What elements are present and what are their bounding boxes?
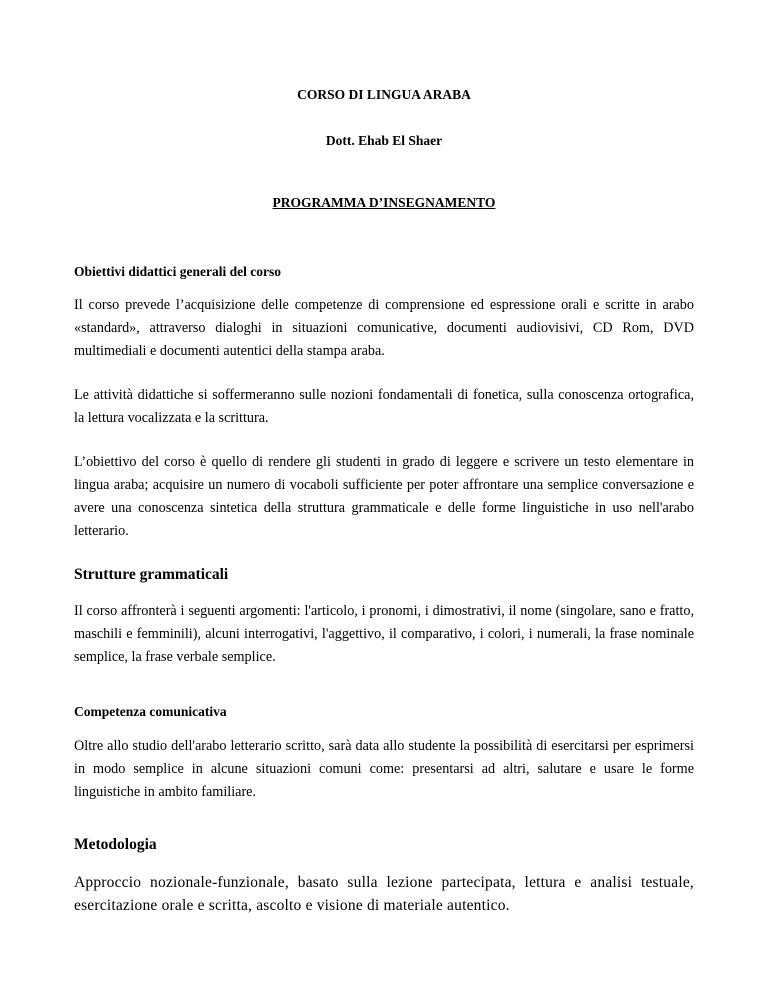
program-heading: PROGRAMMA D’INSEGNAMENTO xyxy=(272,195,496,210)
paragraph-obiettivi-1: Il corso prevede l’acquisizione delle competenze di comprensione ed espressione orali e scritte in arabo «standard», attraverso dialoghi in situazioni comunicative, documenti audiovisivi, CD Rom, DVD multimediali e documenti autentici della stampa araba. xyxy=(74,297,694,359)
paragraph-metodologia: Approccio nozionale-funzionale, basato sulla lezione partecipata, lettura e analisi testuale, esercitazione orale e scritta, ascolto e visione di materiale autentico. xyxy=(74,874,694,914)
section-heading-metodologia: Metodologia xyxy=(74,836,157,853)
paragraph-obiettivi-2: Le attività didattiche si soffermeranno sulle nozioni fondamentali di fonetica, sulla conoscenza ortografica, la lettura vocalizzata e la scrittura. xyxy=(74,387,694,426)
section-heading-strutture: Strutture grammaticali xyxy=(74,566,229,583)
paragraph-competenza: Oltre allo studio dell'arabo letterario scritto, sarà data allo studente la possibilità di esercitarsi per esprimersi in modo semplice in alcune situazioni comuni come: presentarsi ad altri, salutare e usare le forme linguistiche in ambito familiare. xyxy=(74,738,694,800)
document-title: CORSO DI LINGUA ARABA xyxy=(297,87,471,102)
section-heading-obiettivi: Obiettivi didattici generali del corso xyxy=(74,264,281,279)
author-name: Dott. Ehab El Shaer xyxy=(325,133,443,148)
paragraph-obiettivi-3: L’obiettivo del corso è quello di rendere gli studenti in grado di leggere e scrivere un testo elementare in lingua araba; acquisire un numero di vocaboli sufficiente per poter affrontare una semplice conversazione e avere una conoscenza sintetica della struttura grammaticale e delle forme linguistiche in uso nell'arabo letterario. xyxy=(74,454,694,539)
section-heading-competenza: Competenza comunicativa xyxy=(74,704,227,719)
paragraph-strutture: Il corso affronterà i seguenti argomenti: l'articolo, i pronomi, i dimostrativi, il nome (singolare, sano e fratto, maschili e femminili), alcuni interrogativi, l'aggettivo, il comparativo, i colori, i numerali, la frase nominale semplice, la frase verbale semplice. xyxy=(74,603,694,665)
